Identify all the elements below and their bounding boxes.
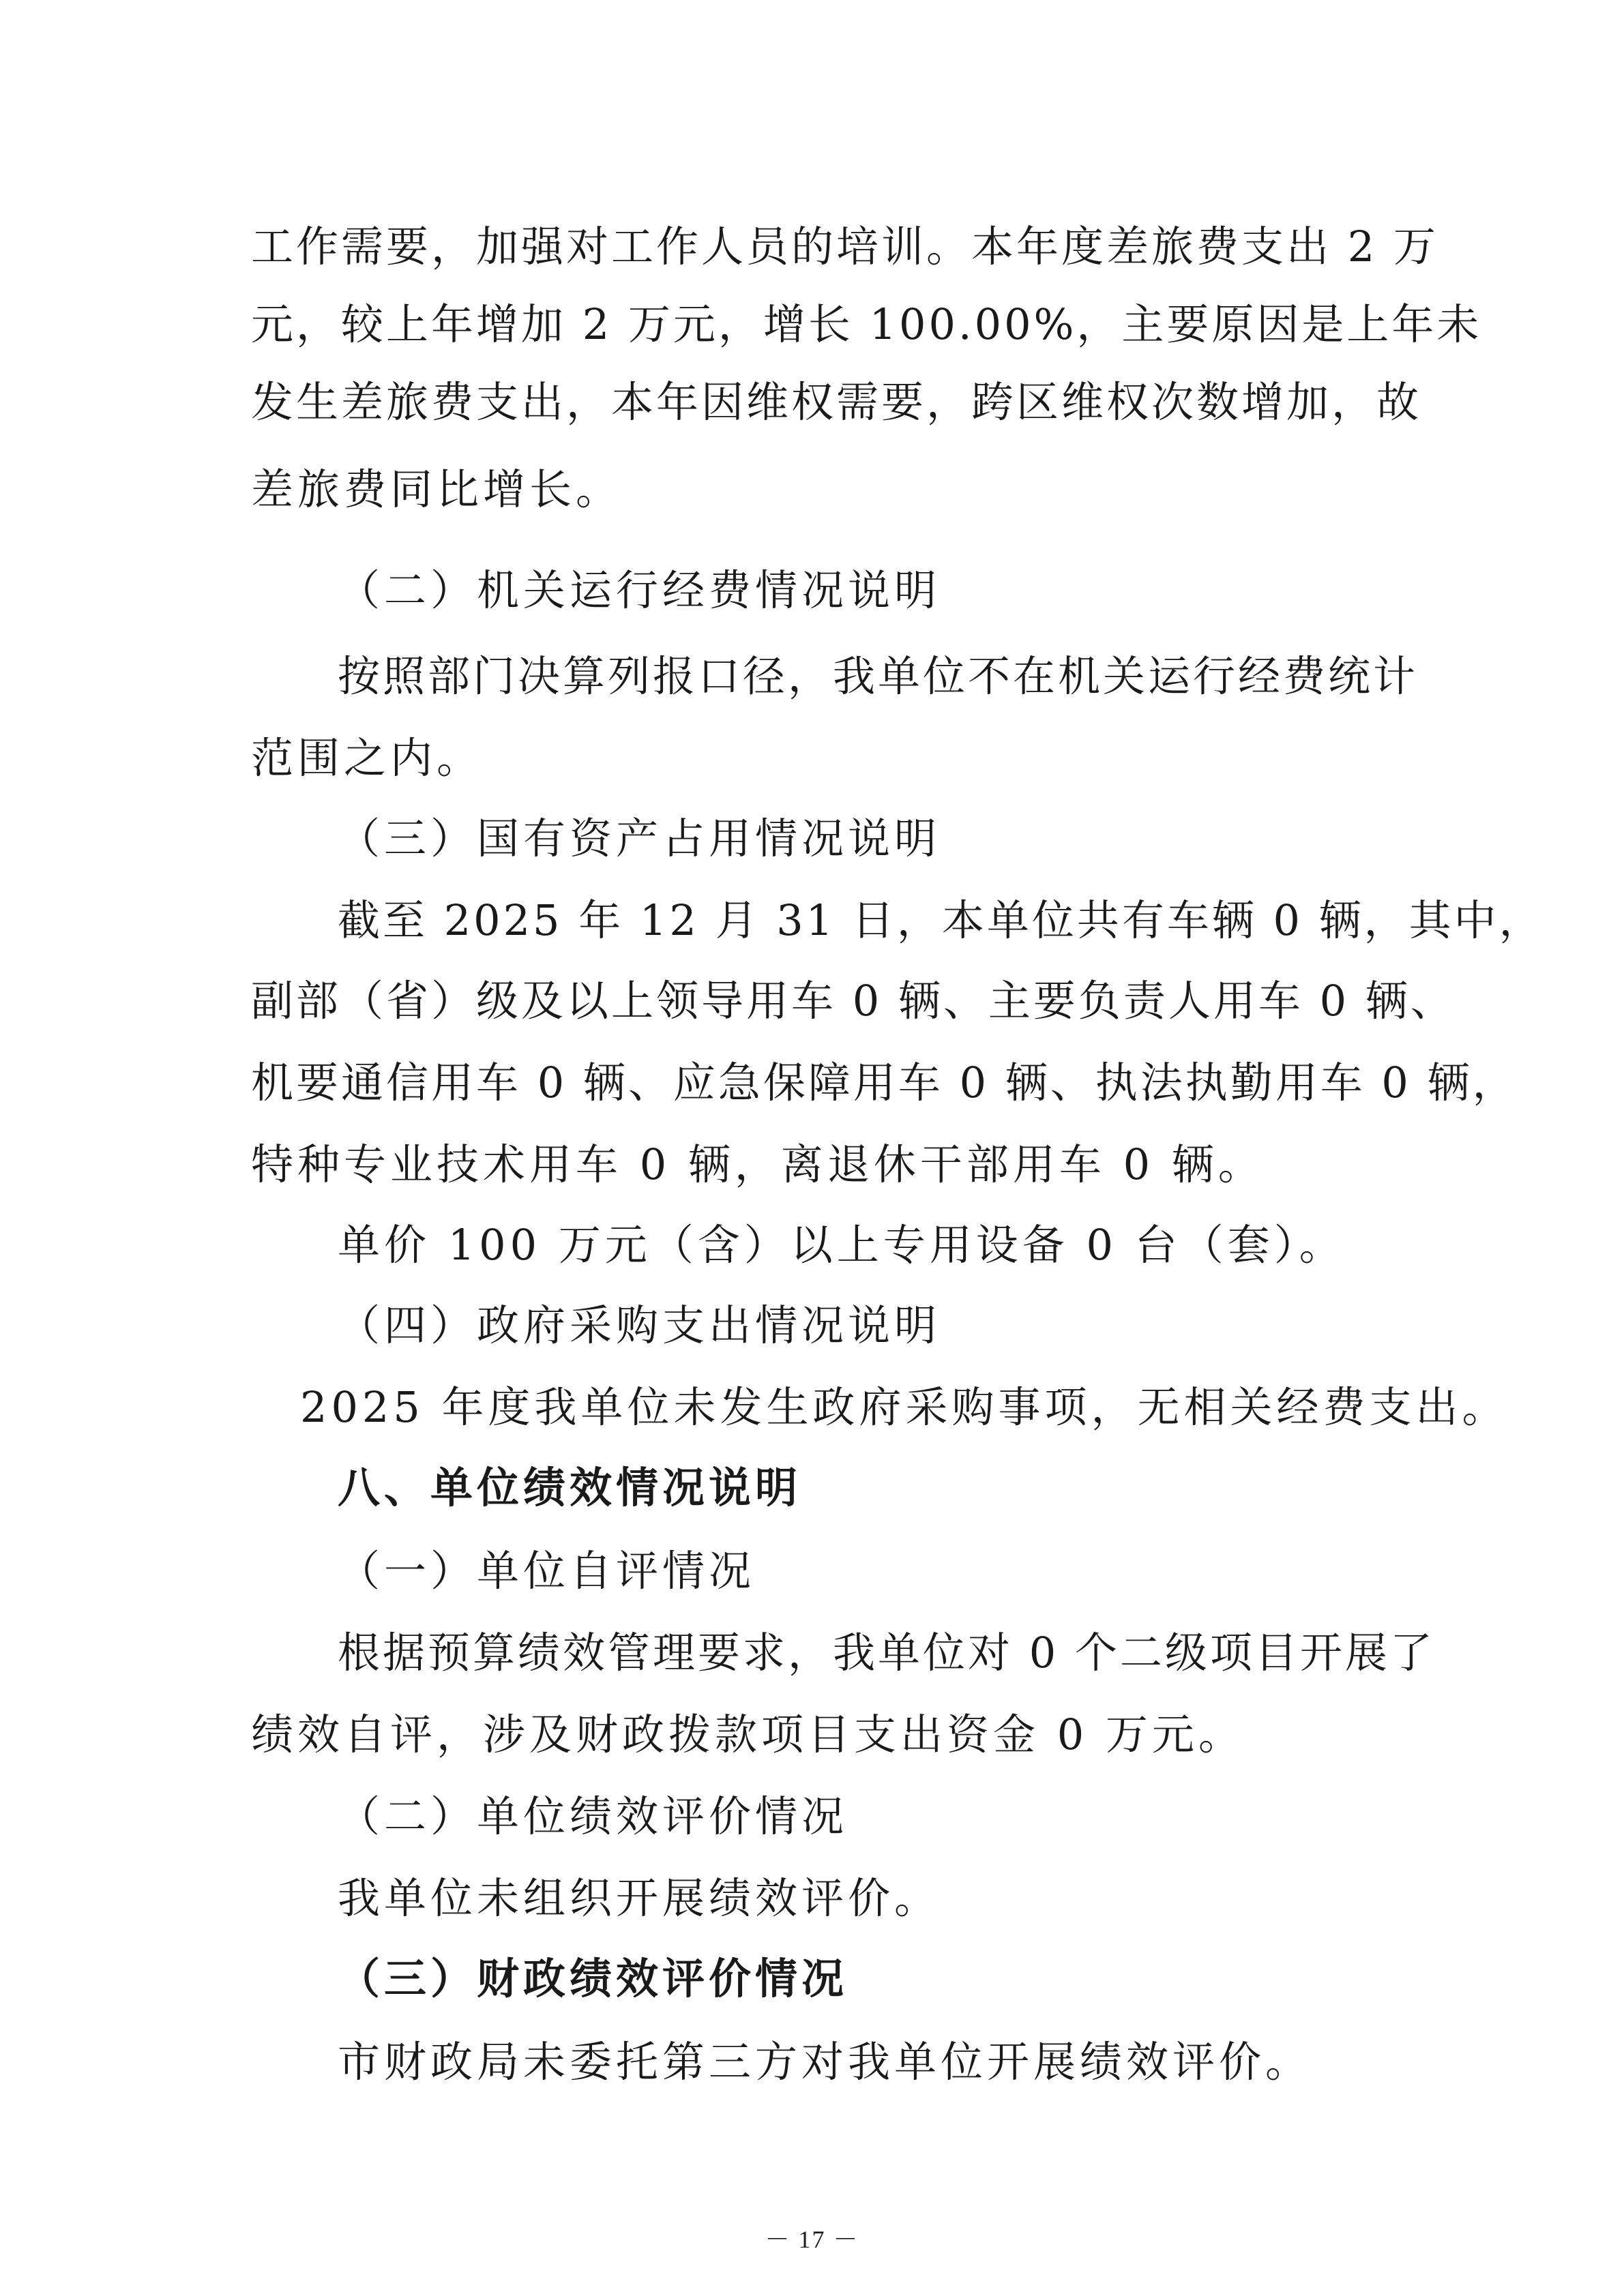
section-heading: （四）政府采购支出情况说明 bbox=[338, 1300, 941, 1350]
paragraph-line: 元，较上年增加 2 万元，增长 100.00%，主要原因是上年未 bbox=[251, 299, 1482, 349]
paragraph-line: 绩效自评，涉及财政拨款项目支出资金 0 万元。 bbox=[251, 1710, 1245, 1759]
paragraph-line: 工作需要，加强对工作人员的培训。本年度差旅费支出 2 万 bbox=[251, 222, 1438, 271]
section-heading: （一）单位自评情况 bbox=[338, 1546, 756, 1596]
paragraph-line: 我单位未组织开展绩效评价。 bbox=[338, 1873, 941, 1923]
page-number: － 17 － bbox=[765, 2226, 859, 2253]
paragraph-line: 范围之内。 bbox=[251, 733, 484, 783]
paragraph-line: 按照部门决算列报口径，我单位不在机关运行经费统计 bbox=[338, 651, 1419, 701]
paragraph-line: 副部（省）级及以上领导用车 0 辆、主要负责人用车 0 辆、 bbox=[251, 976, 1456, 1026]
section-heading: （三）国有资产占用情况说明 bbox=[338, 814, 941, 863]
section-heading: （三）财政绩效评价情况 bbox=[338, 1954, 848, 2003]
section-heading: （二）机关运行经费情况说明 bbox=[338, 565, 941, 615]
paragraph-line: 单价 100 万元（含）以上专用设备 0 台（套）。 bbox=[338, 1220, 1346, 1270]
paragraph-line: 截至 2025 年 12 月 31 日，本单位共有车辆 0 辆，其中， bbox=[338, 895, 1544, 945]
paragraph-line: 2025 年度我单位未发生政府采购事项，无相关经费支出。 bbox=[300, 1382, 1509, 1432]
paragraph-line: 根据预算绩效管理要求，我单位对 0 个二级项目开展了 bbox=[338, 1628, 1435, 1678]
paragraph-line: 发生差旅费支出，本年因维权需要，跨区维权次数增加，故 bbox=[251, 377, 1422, 427]
section-heading: （二）单位绩效评价情况 bbox=[338, 1791, 848, 1841]
paragraph-line: 市财政局未委托第三方对我单位开展绩效评价。 bbox=[338, 2037, 1312, 2087]
paragraph-line: 差旅费同比增长。 bbox=[251, 464, 623, 514]
paragraph-line: 特种专业技术用车 0 辆，离退休干部用车 0 辆。 bbox=[251, 1139, 1265, 1189]
chapter-heading: 八、单位绩效情况说明 bbox=[338, 1463, 802, 1512]
paragraph-line: 机要通信用车 0 辆、应急保障用车 0 辆、执法执勤用车 0 辆， bbox=[251, 1058, 1518, 1107]
